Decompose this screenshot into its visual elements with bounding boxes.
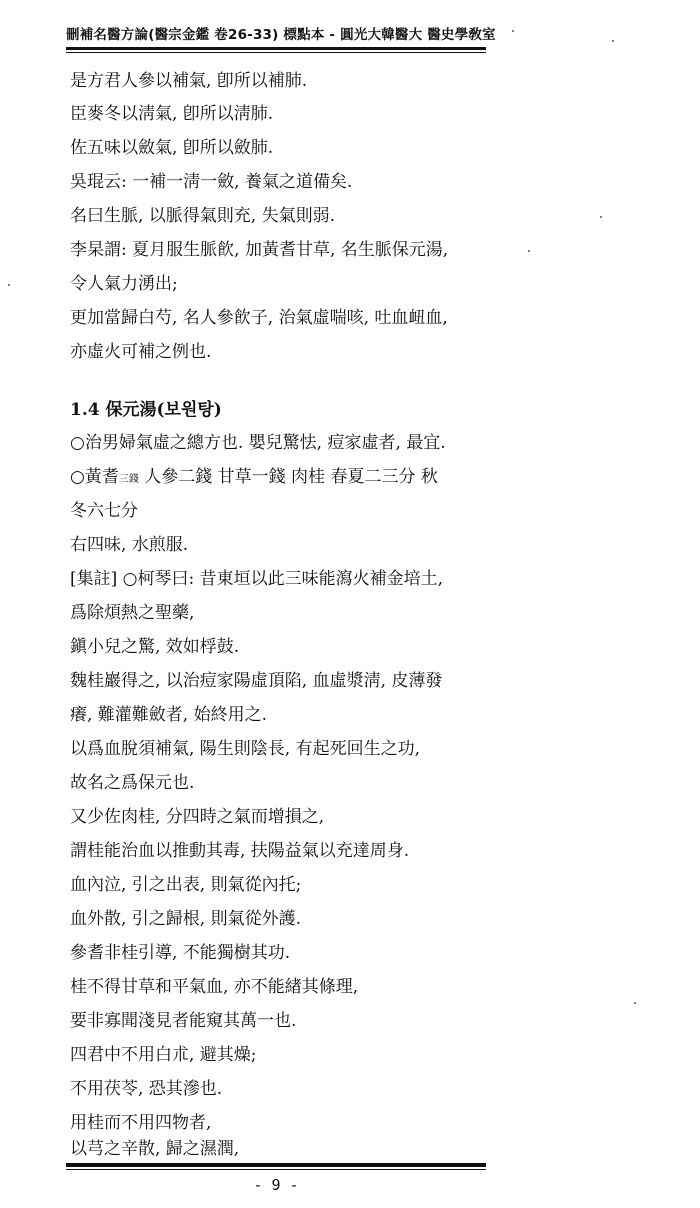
scan-speck xyxy=(512,30,514,32)
text-line: 鎭小兒之驚, 效如桴鼓. xyxy=(70,637,240,657)
text-line: 不用茯苓, 恐其滲也. xyxy=(70,1079,223,1099)
text-segment: 人參二錢 甘草一錢 肉桂 春夏二三分 秋 xyxy=(138,467,438,487)
text-line: 以芎之辛散, 歸之濕潤, xyxy=(70,1139,240,1159)
text-line: 血內泣, 引之出表, 則氣從內托; xyxy=(70,875,302,895)
scan-speck xyxy=(612,40,614,42)
text-line: 用桂而不用四物者, xyxy=(70,1113,212,1133)
page-number: - 9 - xyxy=(253,1176,299,1194)
text-line: 亦虛火可補之例也. xyxy=(70,342,212,362)
text-line: 爲除煩熱之聖藥, xyxy=(70,603,195,623)
text-line: 癢, 難灌難斂者, 始終用之. xyxy=(70,705,268,725)
text-line: 參耆非桂引導, 不能獨樹其功. xyxy=(70,943,291,963)
text-line: 令人氣力湧出; xyxy=(70,274,178,294)
section-heading: 1.4 保元湯(보원탕) xyxy=(70,400,222,420)
text-line: 故名之爲保元也. xyxy=(70,773,195,793)
header-rule-thin xyxy=(66,52,486,53)
header-rule xyxy=(66,47,486,50)
text-line: 吳琨云: 一補一淸一斂, 養氣之道備矣. xyxy=(70,172,353,192)
running-header-title: 刪補名醫方論(醫宗金鑑 卷26-33) 標點本 - 圓光大韓醫大 醫史學敎室 xyxy=(66,27,496,43)
text-line: 血外散, 引之歸根, 則氣從外護. xyxy=(70,909,302,929)
text-line: 右四味, 水煎服. xyxy=(70,535,189,555)
footer-rule xyxy=(66,1163,486,1167)
text-segment: ○黃耆 xyxy=(70,467,119,487)
text-line: ○治男婦氣虛之總方也. 嬰兒驚怯, 痘家虛者, 最宜. xyxy=(70,433,446,453)
footer-rule-thin xyxy=(66,1169,486,1170)
text-line: 又少佐肉桂, 分四時之氣而增損之, xyxy=(70,807,325,827)
text-line: 以爲血脫須補氣, 陽生則陰長, 有起死回生之功, xyxy=(70,739,421,759)
text-line: [集註] ○柯琴曰: 昔東垣以此三味能瀉火補金培土, xyxy=(70,569,444,589)
text-line: 冬六七分 xyxy=(70,501,138,521)
text-line: 謂桂能治血以推動其毒, 扶陽益氣以充達周身. xyxy=(70,841,410,861)
text-line: 要非寡聞淺見者能窺其萬一也. xyxy=(70,1011,297,1031)
text-line xyxy=(70,467,438,490)
text-line: 桂不得甘草和平氣血, 亦不能緖其條理, xyxy=(70,977,359,997)
text-line: 更加當歸白芍, 名人參飮子, 治氣虛喘咳, 吐血衄血, xyxy=(70,308,448,328)
text-line: 佐五味以斂氣, 卽所以斂肺. xyxy=(70,138,274,158)
text-line: 李杲謂: 夏月服生脈飮, 加黃耆甘草, 名生脈保元湯, xyxy=(70,240,449,260)
dosage-note: 三錢 xyxy=(118,474,139,485)
text-line: 名曰生脈, 以脈得氣則充, 失氣則弱. xyxy=(70,206,336,226)
scan-speck xyxy=(528,250,530,252)
scan-speck xyxy=(8,284,10,286)
text-line: 魏桂巖得之, 以治痘家陽虛頂陷, 血虛漿淸, 皮薄發 xyxy=(70,671,443,691)
text-line: 是方君人參以補氣, 卽所以補肺. xyxy=(70,71,308,91)
scan-speck xyxy=(600,216,602,218)
text-line: 四君中不用白朮, 避其燥; xyxy=(70,1045,257,1065)
scan-speck xyxy=(634,1002,636,1004)
running-header xyxy=(66,18,496,56)
text-line: 臣麥冬以淸氣, 卽所以淸肺. xyxy=(70,104,274,124)
